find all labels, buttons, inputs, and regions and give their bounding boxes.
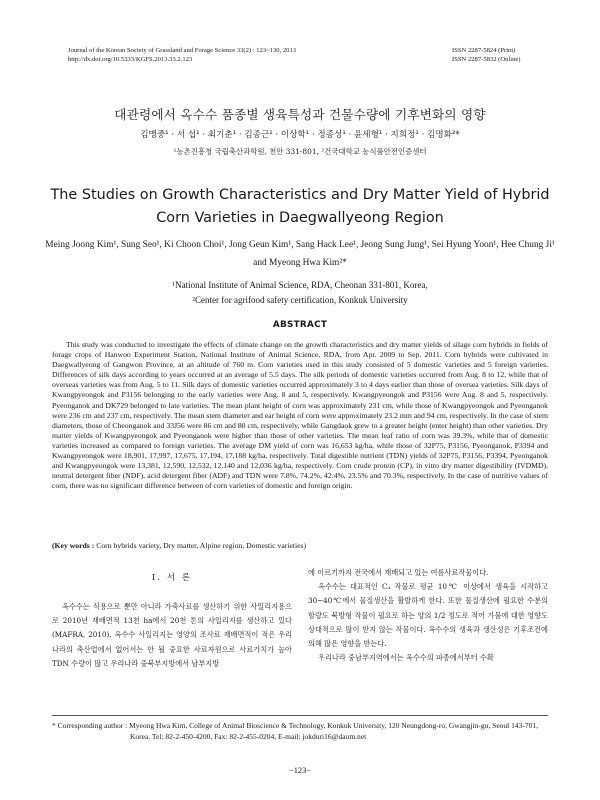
- abstract-text: This study was conducted to investigate the effects of climate change on the growth characteristics and dry matter yields of silage corn hybrids in fields of forage crops of Hanwoo Experiment Station, National Institute of Animal Science, RDA, from Apr. 2009 to Sep. 2011. Corn hybrids were cultivated in Daegwallyeong of Gangwon Province, at an altitude of 760 m. Corn varieties used in this study consisted of 5 domestic varieties and 5 foreign varieties. Differences of silk days according to years occurred at an average of 5.5 days. The silk periods of domestic varieties occurred from Aug. 8 to 12, while that of overseas varieties was from Aug. 5 to 11. Silk days of domestic varieties occurred approximately 3 to 4 days earlier than those of oversea varieties. Silk days of Kwangpyeongok and P3156 belonging to the early varieties were Aug. 8 and 5, respectively. Kwangpyeongok and P3156 were Aug. 8 and 5, respectively. Pyeonganok and DK729 belonged to late varieties. The mean plant height of corn was approximately 231 cm, while those of Kwangpyeongok and Pyeonganok were 236 cm and 237 cm, respectively. The mean stem diameter and ear height of corn were approximately 23.2 mm and 94 cm, respectively. In the case of stem diameters, those of Cheonganok and 33J56 were 86 cm and 80 cm, respectively, while Gangdaok grew to a greater height (enter height) than other varieties. Dry matter yields of Kwangpyeongok and Pyeonganok were higher than those of other varieties. The mean leaf ratio of corn was 39.3%, while that of domestic varieties increased as compared to foreign varieties. The average DM yield of corn was 16,653 kg/ha, while those of 32P75, P3156, Pyeonganok, P3394 and Kwangpyeongok were 18,901, 17,997, 17,675, 17,194, 17,188 kg/ha, respectively. Total digestible nutrient (TDN) yields of 32P75, P3156, P3394, Pyeonganok and Kwangpyeongok were 13,381, 12,590, 12,532, 12,140 and 12,036 kg/ha, respectively. Corn crude protein (CP), in vitro dry matter digestibility (IVDMD), neutral detergent fiber (NDF), acid detergent fiber (ADF) and TDN were 7.8%, 74.2%, 42.4%, 23.5% and 70.3%, respectively. In the case of nutritive values of corn, there was no significant difference between of corn varieties of domestic and foreign origin.: [52, 340, 548, 491]
- korean-affiliation: ¹농촌진흥청 국립축산과학원, 천안 331-801, ²건국대학교 농식품안전인증센터: [173, 147, 427, 156]
- body-column-right: [308, 566, 548, 665]
- affiliation-2: ²Center for agrifood safety certification, Konkuk University: [192, 295, 408, 305]
- body-paragraph: 옥수수는 식용으로 뿐만 아니라 가축사료를 생산하기 위한 사일리지용으로 2010년 재배면적 13천 ha에서 20천 톤의 사일리지를 생산하고 있다 (MAFRA, 2010). 옥수수 사일리지는 영양의 조사료 재배면적이 적은 우리나라의 축산업에서 없어서는 안 될 중요한 사료자원으로 사료가치가 높아 TDN 수량이 많고 우리나라 중북부지방에서 남부지방: [52, 602, 292, 668]
- journal-header: [68, 46, 296, 64]
- body-column-left: [52, 600, 292, 671]
- footnote-divider: [52, 715, 548, 716]
- issn-online: ISSN 2287-5832 (Online): [452, 56, 521, 63]
- issn-block: [452, 46, 521, 64]
- body-paragraph: 옥수수는 대표적인 C₄ 작물로 평균 10℃ 이상에서 생육을 시작하고 30~40℃에서 물질생산을 활발하게 한다. 또한 물질생산에 필요한 수분의 함량도 북방형 작물이 필요로 하는 양의 1/2 정도로 적어 가뭄에 대한 영향도 상대적으로 많이 받지 않는 작물이다. 옥수수의 생육과 생산성은 기후조건에 의해 많은 영향을 받는다.: [308, 582, 548, 649]
- korean-title: 대관령에서 옥수수 품종별 생육특성과 건물수량에 기후변화의 영향: [114, 107, 486, 122]
- page-number: −123−: [288, 766, 311, 775]
- issn-print: ISSN 2287-5824 (Print): [452, 47, 516, 54]
- affiliation-1: ¹National Institute of Animal Science, RDA, Cheonan 331-801, Korea,: [172, 280, 428, 290]
- korean-authors: 김맹중¹ · 서 섭¹ · 최기춘¹ · 김종근¹ · 이상학¹ · 정종성¹ · 윤세형¹ · 지희정¹ · 김명화²*: [140, 130, 460, 140]
- doi-link[interactable]: http://dx.doi.org/10.5333/KGFS.2013.33.2.123: [68, 56, 193, 63]
- section-heading-introduction: I. 서 론: [151, 573, 193, 583]
- abstract-heading: ABSTRACT: [272, 320, 328, 330]
- corresponding-author-footnote: * Corresponding author : Myeong Hwa Kim, College of Animal Bioscience & Technology, Konkuk University, 120 Neungdong-ro, Gwangjin-gu, Seoul 143-701, Korea. Tel: 82-2-450-4200, Fax: 82-2-455-0204, E-mail: jokduri16@daum.net: [52, 721, 539, 741]
- english-authors: Meing Joong Kim¹, Sung Seo¹, Ki Choon Choi¹, Jong Geun Kim¹, Sang Hack Lee¹, Jeong Sung Jung¹, Sei Hyung Yoon¹, Hee Chung Ji¹ and Myeong Hwa Kim²*: [45, 240, 555, 268]
- keywords-text: Corn hybrids variety, Dry matter, Alpine region, Domestic varieties): [96, 541, 307, 550]
- body-paragraph: 우리나라 중남부지역에서는 옥수수의 파종에서부터 수확: [318, 653, 494, 663]
- journal-citation: Journal of the Korean Society of Grassland and Forage Science 33(2) : 123~130, 2013: [68, 47, 297, 54]
- keywords-label: (Key words :: [52, 541, 95, 550]
- keywords: [52, 541, 548, 551]
- english-affiliation: [40, 278, 560, 308]
- english-title: The Studies on Growth Characteristics and Dry Matter Yield of Hybrid Corn Varieties in Daegwallyeong Region: [50, 187, 550, 226]
- body-paragraph: 에 이르기까지 전국에서 재배되고 있는 여름사료작물이다.: [308, 568, 489, 577]
